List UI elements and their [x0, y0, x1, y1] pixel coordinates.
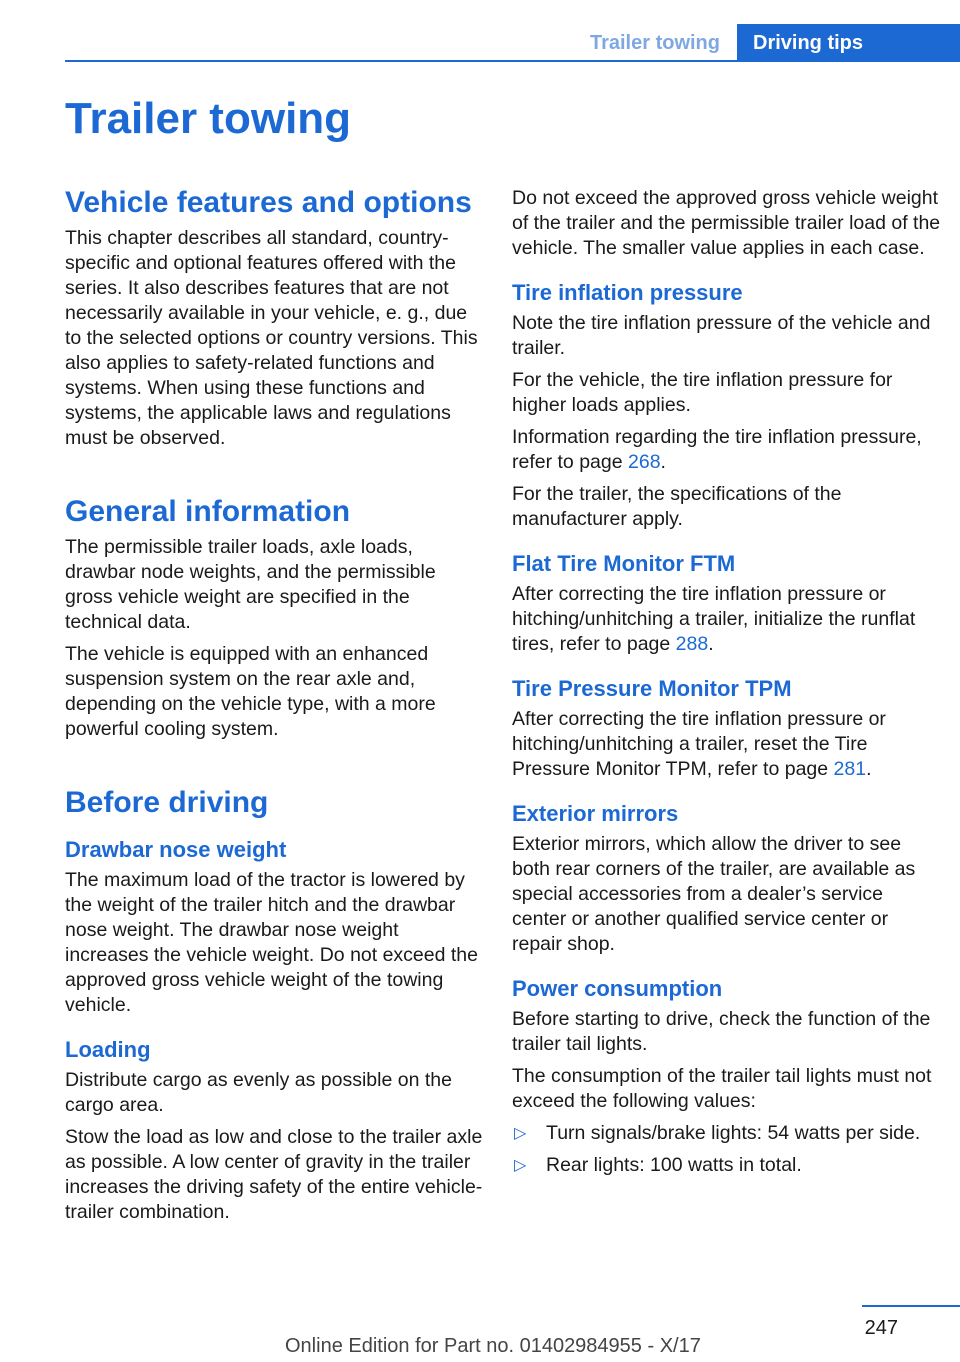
bullet-arrow-icon: ▷ [514, 1125, 527, 1142]
header-chapter-tab: Driving tips [737, 24, 960, 62]
list-item-text: Rear lights: 100 watts in total. [546, 1154, 802, 1176]
subsection-title: Tire inflation pressure [512, 280, 743, 305]
subsection-title: Tire Pressure Monitor TPM [512, 676, 792, 701]
paragraph [512, 425, 942, 475]
page-reference-link[interactable]: 281 [833, 758, 867, 780]
list-item [512, 1121, 942, 1146]
paragraph: Stow the load as low and close to the trailer axle as possible. A low center of gravity in the trailer increases the driving safety of the entire vehicle-trailer combination. [65, 1126, 483, 1223]
header-rule [65, 60, 960, 62]
bullet-list [512, 1121, 942, 1178]
paragraph: The maximum load of the tractor is lowered by the weight of the trailer hitch and the drawbar nose weight. The drawbar nose weight increases the vehicle weight. Do not exceed the approved gross vehicle weight of the towing vehicle. [65, 869, 478, 1016]
paragraph: The consumption of the trailer tail lights must not exceed the following values: [512, 1065, 932, 1112]
paragraph: For the trailer, the specifications of the manufacturer apply. [512, 483, 842, 530]
list-item [512, 1153, 942, 1178]
page-title: Trailer towing [65, 94, 352, 143]
paragraph: Do not exceed the approved gross vehicle weight of the trailer and the permissible trailer load of the vehicle. The smaller value applies in each case. [512, 187, 941, 259]
paragraph: Before starting to drive, check the function of the trailer tail lights. [512, 1008, 931, 1055]
page-reference-link[interactable]: 268 [628, 451, 661, 473]
page-number: 247 [864, 1317, 898, 1339]
page-reference-link[interactable]: 288 [675, 633, 709, 655]
paragraph-text: . [866, 758, 872, 780]
subsection-title: Drawbar nose weight [65, 837, 287, 862]
paragraph-text: . [708, 633, 714, 655]
paragraph-text: After correcting the tire inflation pressure or hitching/unhitching a trailer, reset the Tire Pressure Monitor TPM, refer to page [512, 708, 886, 780]
footer-rule [862, 1305, 960, 1307]
footer-edition-text: Online Edition for Part no. 01402984955 - X/17 [285, 1335, 701, 1357]
paragraph [512, 707, 942, 782]
left-column [65, 186, 485, 1232]
list-item-text: Turn signals/brake lights: 54 watts per side. [546, 1122, 921, 1144]
paragraph: Distribute cargo as evenly as possible on the cargo area. [65, 1069, 452, 1116]
paragraph [512, 582, 942, 657]
page-header [0, 0, 960, 62]
section-title: General information [65, 495, 351, 528]
subsection-title: Flat Tire Monitor FTM [512, 551, 736, 576]
paragraph-text: . [660, 451, 666, 473]
subsection-title: Exterior mirrors [512, 801, 679, 826]
paragraph: For the vehicle, the tire inflation pressure for higher loads applies. [512, 369, 893, 416]
bullet-arrow-icon: ▷ [514, 1157, 527, 1174]
paragraph-text: After correcting the tire inflation pressure or hitching/unhitching a trailer, initialize the runflat tires, refer to page [512, 583, 916, 655]
paragraph-text: Information regarding the tire inflation pressure, refer to page [512, 426, 922, 473]
header-section-title: Trailer towing [589, 32, 720, 54]
subsection-title: Loading [65, 1037, 151, 1062]
section-title: Vehicle features and options [65, 186, 472, 219]
paragraph: The permissible trailer loads, axle loads, drawbar node weights, and the permissible gross vehicle weight are specified in the technical data. [65, 536, 436, 633]
paragraph: Note the tire inflation pressure of the vehicle and trailer. [512, 312, 931, 359]
section-title: Before driving [65, 786, 269, 819]
subsection-title: Power consumption [512, 976, 723, 1001]
right-column [512, 186, 942, 1185]
paragraph: Exterior mirrors, which allow the driver to see both rear corners of the trailer, are available as special accessories from a dealer’s service center or another qualified service center or repair shop. [512, 833, 916, 955]
paragraph: This chapter describes all standard, country-specific and optional features offered with the series. It also describes features that are not necessarily available in your vehicle, e. g., due to the selected options or country versions. This also applies to safety-related functions and systems. When using these functions and systems, the applicable laws and regulations must be observed. [65, 227, 478, 449]
paragraph: The vehicle is equipped with an enhanced suspension system on the rear axle and, depending on the vehicle type, with a more powerful cooling system. [65, 643, 436, 740]
